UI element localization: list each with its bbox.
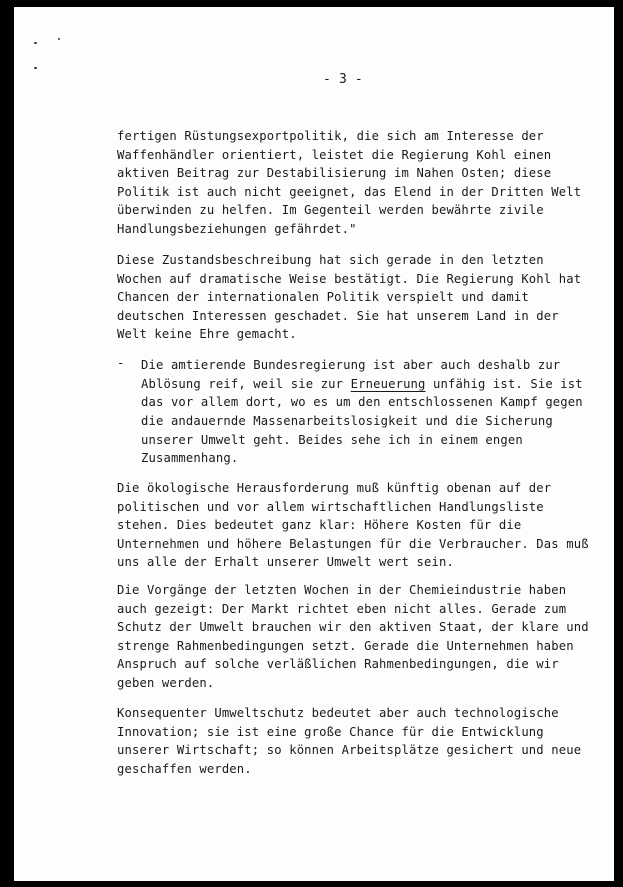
- text-line: Welt keine Ehre gemacht.: [117, 327, 297, 341]
- text-line: Die ökologische Herausforderung muß künftig obenan auf der: [117, 481, 552, 495]
- scan-speck: [58, 38, 60, 40]
- text-line: Innovation; sie ist eine große Chance für die Entwicklung: [117, 724, 544, 739]
- bullet-dash: -: [117, 356, 125, 370]
- text-line: die andauernde Massenarbeitslosigkeit und die Sicherung: [141, 414, 553, 429]
- text-line: stehen. Dies bedeutet ganz klar: Höhere Kosten für die: [117, 518, 522, 532]
- text-line: unserer Wirtschaft; so können Arbeitsplätze gesichert und neue: [117, 743, 582, 757]
- paragraph-2: [117, 251, 587, 344]
- text-segment: Ablösung reif, weil sie zur: [141, 376, 351, 391]
- paragraph-1: [117, 127, 587, 238]
- bullet-paragraph: [141, 356, 591, 468]
- underlined-word: Erneuerung: [350, 376, 426, 391]
- text-line: Diese Zustandsbeschreibung hat sich gerade in den letzten: [117, 253, 544, 267]
- text-line: Waffenhändler orientiert, leistet die Regierung Kohl einen: [117, 147, 552, 162]
- text-line: Politik ist auch nicht geeignet, das Elend in der Dritten Welt: [117, 184, 582, 199]
- text-line: Zusammenhang.: [141, 451, 239, 466]
- text-line: Schutz der Umwelt brauchen wir den aktiven Staat, der klare und: [117, 620, 589, 634]
- document-page: [14, 7, 614, 881]
- document-body: [14, 7, 614, 881]
- text-line: das vor allem dort, wo es um den entschlossenen Kampf gegen: [141, 395, 583, 410]
- text-line: politischen und vor allem wirtschaftlichen Handlungsliste: [117, 499, 544, 514]
- text-line: Chancen der internationalen Politik verspielt und damit: [117, 290, 529, 304]
- text-line: Anspruch auf solche verläßlichen Rahmenbedingungen, die wir: [117, 657, 559, 671]
- text-line: Wochen auf dramatische Weise bestätigt. Die Regierung Kohl hat: [117, 271, 582, 286]
- text-line: deutschen Interessen geschadet. Sie hat unserem Land in der: [117, 308, 559, 323]
- text-line: Die amtierende Bundesregierung ist aber auch deshalb zur: [141, 358, 561, 372]
- text-line: auch gezeigt: Der Markt richtet eben nicht alles. Gerade zum: [117, 601, 567, 616]
- text-line: Unternehmen und höhere Belastungen für die Verbraucher. Das muß: [117, 536, 589, 551]
- text-line: strenge Rahmenbedingungen setzt. Gerade die Unternehmen haben: [117, 638, 574, 653]
- text-line: überwinden zu helfen. Im Gegenteil werden bewährte zivile: [117, 203, 544, 217]
- text-line: geschaffen werden.: [117, 761, 252, 776]
- text-line: Die Vorgänge der letzten Wochen in der Chemieindustrie haben: [117, 583, 567, 597]
- scan-speck: [34, 67, 37, 69]
- page-number: - 3 -: [323, 72, 363, 87]
- text-line: aktiven Beitrag zur Destabilisierung im Nahen Osten; diese: [117, 166, 552, 180]
- text-line: Konsequenter Umweltschutz bedeutet aber auch technologische: [117, 706, 559, 720]
- text-line-with-underline: [141, 375, 591, 394]
- text-segment: unfähig ist. Sie ist: [425, 376, 583, 391]
- paragraph-6: [117, 704, 587, 778]
- paragraph-5: [117, 581, 587, 692]
- text-line: fertigen Rüstungsexportpolitik, die sich am Interesse der: [117, 129, 544, 143]
- text-line: geben werden.: [117, 675, 215, 690]
- text-line: Handlungsbeziehungen gefährdet.": [117, 221, 357, 236]
- text-line: uns alle der Erhalt unserer Umwelt wert sein.: [117, 555, 454, 569]
- scan-speck: [34, 42, 37, 44]
- text-line: unserer Umwelt geht. Beides sehe ich in einem engen: [141, 432, 523, 447]
- paragraph-4: [117, 479, 587, 572]
